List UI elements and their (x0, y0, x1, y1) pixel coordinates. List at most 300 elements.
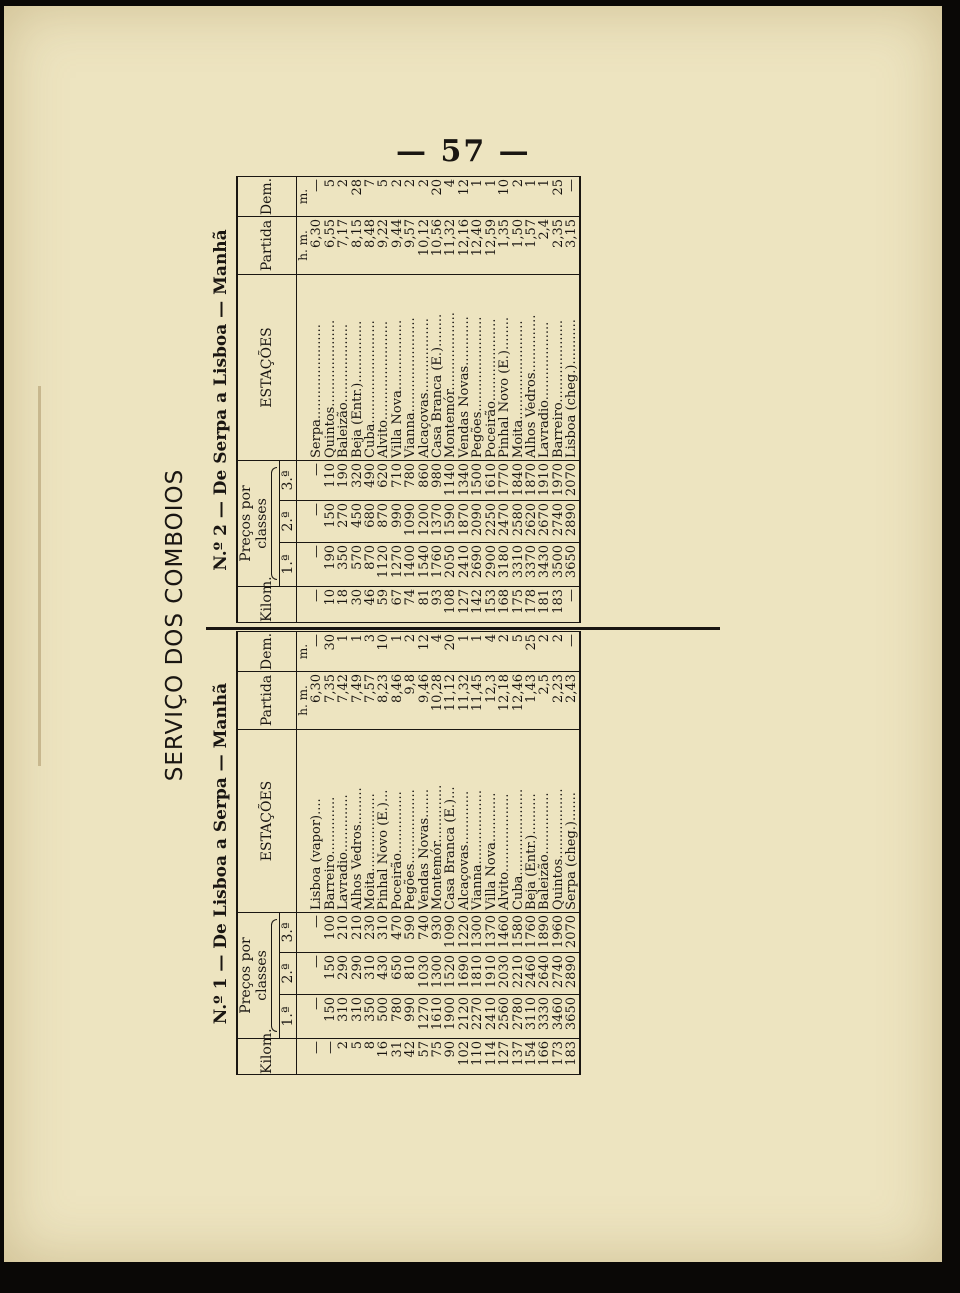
kilom-cell: 110 (471, 1039, 484, 1075)
price-1-cell: 3650 (565, 543, 579, 587)
kilom-cell: 175 (512, 587, 525, 623)
station-cell: Serpa (cheg.)....... (565, 729, 579, 912)
price-2-cell: 650 (391, 953, 404, 995)
station-cell: Alhos Vedros......... (351, 729, 364, 912)
price-3-cell: 210 (351, 912, 364, 952)
departure-cell: 12,3 (485, 671, 498, 729)
table-row (351, 631, 364, 1074)
dem-cell: — (310, 176, 323, 216)
departure-cell: 12,59 (485, 216, 498, 274)
kilom-cell: — (310, 587, 323, 623)
table-row (391, 631, 404, 1074)
table-row (404, 176, 417, 622)
table-row (565, 631, 579, 1074)
price-3-cell: 2070 (565, 460, 579, 500)
table-row (310, 176, 323, 622)
departure-cell: 11,12 (444, 671, 457, 729)
kilom-cell: 90 (444, 1039, 457, 1075)
price-2-cell: 2890 (565, 953, 579, 995)
header-stations: ESTAÇÕES (237, 274, 297, 460)
price-1-cell: 870 (364, 543, 377, 587)
price-2-cell: 1910 (485, 953, 498, 995)
kilom-cell: 127 (458, 587, 471, 623)
station-cell: Moita........................ (512, 274, 525, 460)
rotated-timetable-block (162, 175, 722, 1075)
dem-cell: 7 (364, 176, 377, 216)
price-3-cell: 110 (324, 460, 337, 500)
price-1-cell: 570 (351, 543, 364, 587)
departure-cell: 8,48 (364, 216, 377, 274)
station-cell: Alcaçovas.................. (418, 274, 431, 460)
price-3-cell: 1220 (458, 912, 471, 952)
departure-cell: 12,40 (471, 216, 484, 274)
price-2-cell: 1090 (404, 501, 417, 543)
price-2-cell: 1690 (458, 953, 471, 995)
price-2-cell: 1520 (444, 953, 457, 995)
price-1-cell: 3430 (538, 543, 551, 587)
table-row (444, 176, 457, 622)
kilom-cell: 2 (337, 1039, 350, 1075)
station-cell: Baleizão................... (337, 274, 350, 460)
dem-cell: 2 (391, 176, 404, 216)
price-2-cell: 2620 (525, 501, 538, 543)
station-cell: Quintos..................... (324, 274, 337, 460)
price-1-cell: 3110 (525, 995, 538, 1039)
departure-cell: 2,4 (538, 216, 551, 274)
departure-cell: 2,35 (552, 216, 565, 274)
price-3-cell: 860 (418, 460, 431, 500)
unit-hm: h. m. (297, 671, 311, 729)
header-class-2: 2.ª (280, 953, 297, 995)
price-1-cell: 500 (377, 995, 390, 1039)
price-1-cell: 1270 (391, 543, 404, 587)
station-cell: Poceirão.................... (485, 274, 498, 460)
price-3-cell: — (310, 460, 323, 500)
table-row (391, 176, 404, 622)
table-row (324, 176, 337, 622)
price-3-cell: 1370 (485, 912, 498, 952)
price-1-cell: 350 (337, 543, 350, 587)
price-1-cell: 2560 (498, 995, 511, 1039)
dem-cell: 2 (538, 631, 551, 671)
dem-cell: 5 (377, 176, 390, 216)
price-1-cell: 2410 (458, 543, 471, 587)
price-3-cell: 100 (324, 912, 337, 952)
departure-cell: 10,28 (431, 671, 444, 729)
price-2-cell: 2460 (525, 953, 538, 995)
price-3-cell: 780 (404, 460, 417, 500)
dem-cell: 12 (418, 631, 431, 671)
price-1-cell: — (310, 995, 323, 1039)
price-2-cell: 450 (351, 501, 364, 543)
header-class-1: 1.ª (280, 543, 297, 587)
table-row (471, 631, 484, 1074)
price-3-cell: 1910 (538, 460, 551, 500)
price-2-cell: 290 (351, 953, 364, 995)
departure-cell: 10,12 (418, 216, 431, 274)
header-departure: Partida (237, 671, 297, 729)
dem-cell: 5 (512, 631, 525, 671)
departure-cell: 7,57 (364, 671, 377, 729)
unit-empty (297, 460, 311, 500)
dem-cell: 1 (471, 631, 484, 671)
dem-cell: 2 (404, 176, 417, 216)
dem-cell: 1 (391, 631, 404, 671)
table-row (485, 631, 498, 1074)
dem-cell: 20 (431, 176, 444, 216)
kilom-cell: 168 (498, 587, 511, 623)
price-3-cell: 230 (364, 912, 377, 952)
kilom-cell: 67 (391, 587, 404, 623)
header-dem: Dem. (237, 631, 297, 671)
kilom-cell: 93 (431, 587, 444, 623)
price-2-cell: 870 (377, 501, 390, 543)
station-cell: Montemór.............. (431, 729, 444, 912)
kilom-cell: 183 (565, 1039, 579, 1075)
departure-cell: 6,30 (310, 216, 323, 274)
table-row (458, 631, 471, 1074)
kilom-cell: 74 (404, 587, 417, 623)
price-3-cell: 1770 (498, 460, 511, 500)
header-prices (237, 912, 280, 1038)
dem-cell: 10 (377, 631, 390, 671)
dem-cell: 25 (525, 631, 538, 671)
station-cell: Serpa....................... (310, 274, 323, 460)
departure-cell: 7,49 (351, 671, 364, 729)
header-prices-label: Preços por classes (238, 937, 270, 1014)
timetable-serpa-lisboa (206, 177, 720, 623)
price-2-cell: 1810 (471, 953, 484, 995)
table-row (351, 176, 364, 622)
departure-cell: 3,15 (565, 216, 579, 274)
unit-empty (297, 912, 311, 952)
unit-m: m. (297, 176, 311, 216)
departure-cell: 2,23 (552, 671, 565, 729)
price-3-cell: 1300 (471, 912, 484, 952)
station-cell: Alhos Vedros.............. (525, 274, 538, 460)
station-cell: Beja (Entr.)............... (351, 274, 364, 460)
kilom-cell: 59 (377, 587, 390, 623)
table-row (377, 176, 390, 622)
station-cell: Moita................... (364, 729, 377, 912)
price-3-cell: 1610 (485, 460, 498, 500)
price-3-cell: 1460 (498, 912, 511, 952)
price-2-cell: 270 (337, 501, 350, 543)
dem-cell: 10 (498, 176, 511, 216)
price-2-cell: 430 (377, 953, 390, 995)
price-2-cell: 810 (404, 953, 417, 995)
price-1-cell: 3500 (552, 543, 565, 587)
kilom-cell: 102 (458, 1039, 471, 1075)
table-row (538, 631, 551, 1074)
price-3-cell: 710 (391, 460, 404, 500)
departure-cell: 6,30 (310, 671, 323, 729)
header-class-3: 3.ª (280, 912, 297, 952)
unit-empty (297, 543, 311, 587)
kilom-cell: 178 (525, 587, 538, 623)
price-3-cell: 320 (351, 460, 364, 500)
unit-empty (297, 587, 311, 623)
price-1-cell: 3330 (538, 995, 551, 1039)
price-1-cell: — (310, 543, 323, 587)
units-row (297, 631, 311, 1074)
dem-cell: 30 (324, 631, 337, 671)
price-2-cell: 2030 (498, 953, 511, 995)
departure-cell: 12,16 (458, 216, 471, 274)
price-3-cell: 590 (404, 912, 417, 952)
price-3-cell: 190 (337, 460, 350, 500)
price-2-cell: 990 (391, 501, 404, 543)
kilom-cell: 75 (431, 1039, 444, 1075)
price-2-cell: 1300 (431, 953, 444, 995)
station-cell: Vianna.................. (471, 729, 484, 912)
price-2-cell: 2090 (471, 501, 484, 543)
price-1-cell: 3650 (565, 995, 579, 1039)
table-row (404, 631, 417, 1074)
dem-cell: 2 (498, 631, 511, 671)
table-row (458, 176, 471, 622)
station-cell: Alvito........................ (377, 274, 390, 460)
dem-cell: 4 (431, 631, 444, 671)
departure-cell: 9,46 (418, 671, 431, 729)
price-1-cell: 1270 (418, 995, 431, 1039)
price-3-cell: 1760 (525, 912, 538, 952)
table-row (364, 631, 377, 1074)
price-1-cell: 780 (391, 995, 404, 1039)
price-3-cell: 1960 (552, 912, 565, 952)
station-cell: Vianna....................... (404, 274, 417, 460)
dem-cell: 1 (458, 631, 471, 671)
price-3-cell: 1870 (525, 460, 538, 500)
dem-cell: 1 (485, 176, 498, 216)
header-departure: Partida (237, 216, 297, 274)
price-1-cell: 3370 (525, 543, 538, 587)
price-2-cell: 1870 (458, 501, 471, 543)
table-row (565, 176, 579, 622)
price-2-cell: — (310, 501, 323, 543)
departure-cell: 6,55 (324, 216, 337, 274)
price-3-cell: 1340 (458, 460, 471, 500)
station-cell: Baleizão............... (538, 729, 551, 912)
unit-empty (297, 953, 311, 995)
dem-cell: — (565, 631, 579, 671)
price-3-cell: 980 (431, 460, 444, 500)
timetable-body (297, 176, 580, 622)
dem-cell: 25 (552, 176, 565, 216)
departure-cell: 8,23 (377, 671, 390, 729)
kilom-cell: 5 (351, 1039, 364, 1075)
table-row (525, 176, 538, 622)
unit-empty (297, 1039, 311, 1075)
timetable-title: N.º 2 — De Serpa a Lisboa — Manhã (211, 229, 231, 571)
station-cell: Pinhal Novo (E.)........ (498, 274, 511, 460)
price-1-cell: 2900 (485, 543, 498, 587)
station-cell: Quintos................. (552, 729, 565, 912)
departure-cell: 10,56 (431, 216, 444, 274)
header-kilom: Kilom. (237, 1039, 297, 1075)
page-number: — 57 — (396, 134, 531, 169)
price-2-cell: 2640 (538, 953, 551, 995)
kilom-cell: 166 (538, 1039, 551, 1075)
price-1-cell: 2780 (512, 995, 525, 1039)
header-prices (237, 460, 280, 586)
price-1-cell: 2410 (485, 995, 498, 1039)
departure-cell: 9,22 (377, 216, 390, 274)
kilom-cell: 137 (512, 1039, 525, 1075)
price-2-cell: 1030 (418, 953, 431, 995)
dem-cell: 2 (512, 176, 525, 216)
departure-cell: 2,43 (565, 671, 579, 729)
dem-cell: 2 (404, 631, 417, 671)
station-cell: Pegões....................... (471, 274, 484, 460)
departure-cell: 1,57 (525, 216, 538, 274)
kilom-cell: 42 (404, 1039, 417, 1075)
departure-cell: 9,44 (391, 216, 404, 274)
station-cell: Lisboa (cheg.)........... (565, 274, 579, 460)
kilom-cell: 183 (552, 587, 565, 623)
price-3-cell: 210 (337, 912, 350, 952)
price-2-cell: 310 (364, 953, 377, 995)
price-3-cell: 1500 (471, 460, 484, 500)
header-class-3: 3.ª (280, 460, 297, 500)
dem-cell: 1 (525, 176, 538, 216)
station-cell: Lavradio.............. (337, 729, 350, 912)
dem-cell: 12 (458, 176, 471, 216)
dem-cell: 3 (364, 631, 377, 671)
kilom-cell: 30 (351, 587, 364, 623)
station-cell: Montemór................... (444, 274, 457, 460)
price-1-cell: 1900 (444, 995, 457, 1039)
price-2-cell: 150 (324, 501, 337, 543)
dem-cell: 4 (485, 631, 498, 671)
dem-cell: 2 (552, 631, 565, 671)
kilom-cell: 153 (485, 587, 498, 623)
table-row (485, 176, 498, 622)
price-1-cell: 2050 (444, 543, 457, 587)
dem-cell: — (310, 631, 323, 671)
station-cell: Barreiro.................... (552, 274, 565, 460)
departure-cell: 1,43 (525, 671, 538, 729)
kilom-cell: 81 (418, 587, 431, 623)
unit-empty (297, 729, 311, 912)
unit-hm: h. m. (297, 216, 311, 274)
table-row (431, 176, 444, 622)
units-row (297, 176, 311, 622)
table-row (337, 176, 350, 622)
kilom-cell: 10 (324, 587, 337, 623)
price-2-cell: — (310, 953, 323, 995)
station-cell: Vendas Novas............ (458, 274, 471, 460)
timetable-title: N.º 1 — De Lisboa a Serpa — Manhã (211, 682, 231, 1025)
table-row (431, 631, 444, 1074)
departure-cell: 12,46 (512, 671, 525, 729)
price-3-cell: 620 (377, 460, 390, 500)
station-cell: Cuba......................... (364, 274, 377, 460)
station-cell: Casa Branca (E.)... (444, 729, 457, 912)
price-3-cell: 1580 (512, 912, 525, 952)
departure-cell: 9,8 (404, 671, 417, 729)
dem-cell: 28 (351, 176, 364, 216)
kilom-cell: 142 (471, 587, 484, 623)
price-3-cell: 1970 (552, 460, 565, 500)
kilom-cell: 127 (498, 1039, 511, 1075)
station-cell: Villa Nova............ (485, 729, 498, 912)
station-cell: Vendas Novas....... (418, 729, 431, 912)
header-dem: Dem. (237, 176, 297, 216)
price-1-cell: 1120 (377, 543, 390, 587)
table-row (538, 176, 551, 622)
unit-empty (297, 501, 311, 543)
header-brace (271, 919, 277, 1032)
departure-cell: 2,5 (538, 671, 551, 729)
price-2-cell: 1370 (431, 501, 444, 543)
kilom-cell: 46 (364, 587, 377, 623)
kilom-cell: — (565, 587, 579, 623)
price-2-cell: 290 (337, 953, 350, 995)
price-1-cell: 150 (324, 995, 337, 1039)
table-row (377, 631, 390, 1074)
kilom-cell: 108 (444, 587, 457, 623)
header-stations: ESTAÇÕES (237, 729, 297, 912)
dem-cell: 4 (444, 176, 457, 216)
column-separator (206, 627, 720, 630)
table-row (310, 631, 323, 1074)
table-row (512, 176, 525, 622)
dem-cell: 1 (471, 176, 484, 216)
station-cell: Pinhal Novo (E.)... (377, 729, 390, 912)
price-1-cell: 990 (404, 995, 417, 1039)
price-1-cell: 1760 (431, 543, 444, 587)
price-3-cell: 1090 (444, 912, 457, 952)
price-1-cell: 2120 (458, 995, 471, 1039)
dem-cell: 2 (337, 176, 350, 216)
price-1-cell: 3180 (498, 543, 511, 587)
price-3-cell: 1890 (538, 912, 551, 952)
price-1-cell: 190 (324, 543, 337, 587)
station-cell: Alvito................... (498, 729, 511, 912)
timetable-body (297, 631, 580, 1074)
price-1-cell: 1540 (418, 543, 431, 587)
header-class-2: 2.ª (280, 501, 297, 543)
price-3-cell: 740 (418, 912, 431, 952)
price-2-cell: 2210 (512, 953, 525, 995)
departure-cell: 11,32 (458, 671, 471, 729)
price-2-cell: 2740 (552, 501, 565, 543)
price-2-cell: 2580 (512, 501, 525, 543)
table-row (512, 631, 525, 1074)
dem-cell: — (565, 176, 579, 216)
table-row (498, 631, 511, 1074)
price-3-cell: 1840 (512, 460, 525, 500)
unit-empty (297, 995, 311, 1039)
price-3-cell: — (310, 912, 323, 952)
kilom-cell: 16 (377, 1039, 390, 1075)
station-cell: Cuba..................... (512, 729, 525, 912)
price-2-cell: 2470 (498, 501, 511, 543)
table-row (418, 631, 431, 1074)
price-1-cell: 2270 (471, 995, 484, 1039)
price-1-cell: 310 (351, 995, 364, 1039)
kilom-cell: — (324, 1039, 337, 1075)
station-cell: Lisboa (vapor).... (310, 729, 323, 912)
price-2-cell: 1590 (444, 501, 457, 543)
price-1-cell: 1610 (431, 995, 444, 1039)
kilom-cell: — (310, 1039, 323, 1075)
header-prices-label: Preços por classes (238, 485, 270, 562)
price-3-cell: 930 (431, 912, 444, 952)
station-cell: Pegões.................. (404, 729, 417, 912)
unit-empty (297, 274, 311, 460)
